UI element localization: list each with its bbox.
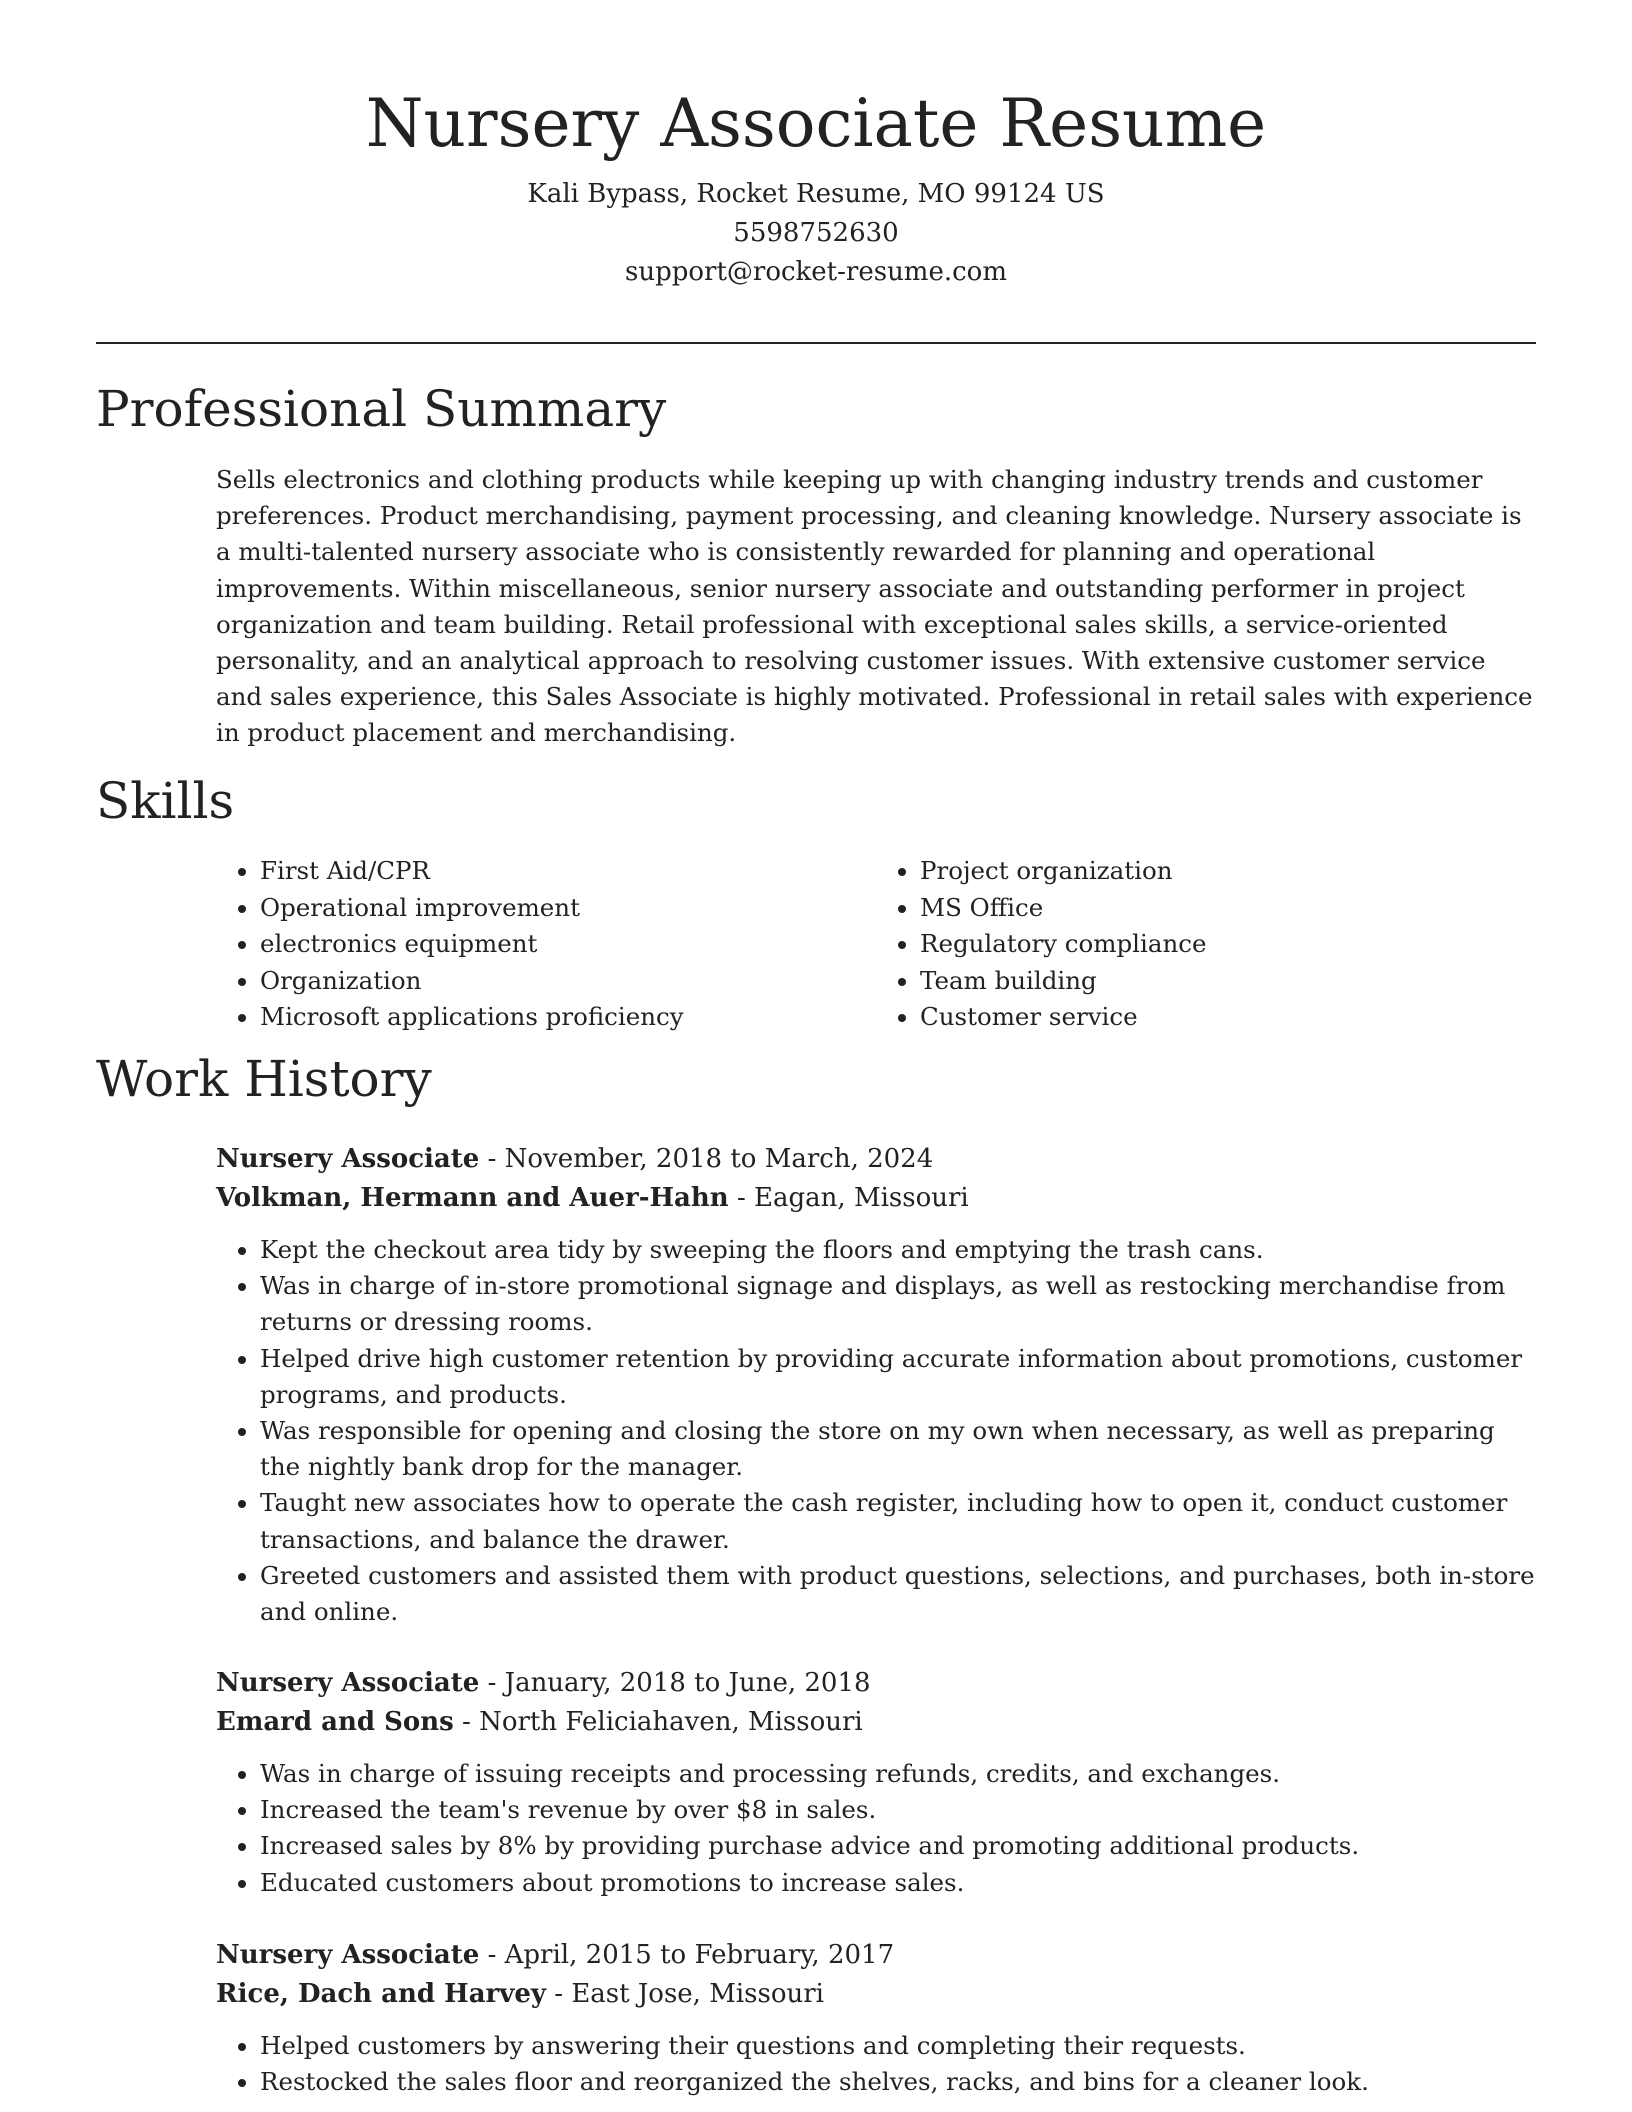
job-location: Eagan, Missouri	[754, 1183, 969, 1213]
job-bullet: • Restocked the sales floor and reorganized the shelves, racks, and bins for a cleaner look.	[260, 2064, 1536, 2100]
job-company: Rice, Dach and Harvey	[216, 1979, 546, 2009]
job-title-line	[216, 1140, 1536, 1179]
skill-item: • Team building	[920, 963, 1536, 1000]
job-bullet: • Helped drive high customer retention by providing accurate information about promotions, customer programs, and products.	[260, 1341, 1536, 1413]
job-bullet: • Was responsible for opening and closing the store on my own when necessary, as well as preparing the nightly bank drop for the manager.	[260, 1413, 1536, 1485]
job-bullet: • Taught new associates how to operate the cash register, including how to open it, conduct customer transactions, and balance the drawer.	[260, 1485, 1536, 1557]
skill-item: • Microsoft applications proficiency	[260, 999, 876, 1036]
job-position: Nursery Associate	[216, 1144, 480, 1174]
job-separator: -	[728, 1183, 755, 1213]
job-separator: -	[479, 1940, 505, 1970]
summary-heading: Professional Summary	[96, 380, 667, 438]
job-entry	[216, 1140, 1536, 1630]
job-separator: -	[479, 1668, 505, 1698]
skills-heading: Skills	[96, 772, 235, 830]
job-dates: January, 2018 to June, 2018	[504, 1668, 871, 1698]
job-bullet: • Kept the checkout area tidy by sweeping the floors and emptying the trash cans.	[260, 1232, 1536, 1268]
job-entry	[216, 1936, 1536, 2100]
job-company: Volkman, Hermann and Auer-Hahn	[216, 1183, 729, 1213]
skill-item: • electronics equipment	[260, 926, 876, 963]
job-company-line	[216, 1703, 1536, 1742]
contact-phone: 5598752630	[733, 218, 899, 249]
work-history-heading: Work History	[96, 1050, 432, 1108]
resume-title: Nursery Associate Resume	[365, 85, 1267, 162]
job-bullet: • Was in charge of issuing receipts and processing refunds, credits, and exchanges.	[260, 1756, 1536, 1792]
job-separator: -	[453, 1707, 480, 1737]
skill-item: • First Aid/CPR	[260, 853, 876, 890]
skill-item: • Operational improvement	[260, 890, 876, 927]
contact-email: support@rocket-resume.com	[624, 257, 1007, 288]
skill-item: • Project organization	[920, 853, 1536, 890]
skill-item: • Customer service	[920, 999, 1536, 1036]
job-bullets	[216, 1756, 1536, 1901]
skills-column-left	[216, 853, 876, 1036]
job-dates: April, 2015 to February, 2017	[504, 1940, 895, 1970]
job-bullet: • Helped customers by answering their questions and completing their requests.	[260, 2028, 1536, 2064]
job-position: Nursery Associate	[216, 1940, 480, 1970]
job-bullets	[216, 1232, 1536, 1630]
header-divider	[96, 342, 1536, 344]
job-bullet: • Was in charge of in-store promotional signage and displays, as well as restocking merchandise from returns or dressing rooms.	[260, 1268, 1536, 1340]
job-location: North Feliciahaven, Missouri	[479, 1707, 863, 1737]
job-bullets	[216, 2028, 1536, 2100]
job-entry	[216, 1664, 1536, 1901]
contact-address: Kali Bypass, Rocket Resume, MO 99124 US	[527, 179, 1105, 210]
job-company: Emard and Sons	[216, 1707, 454, 1737]
resume-header	[0, 0, 1632, 292]
skills-column-right	[876, 853, 1536, 1036]
job-title-line	[216, 1936, 1536, 1975]
job-bullet: • Increased the team's revenue by over $8 in sales.	[260, 1792, 1536, 1828]
job-company-line	[216, 1975, 1536, 2014]
job-dates: November, 2018 to March, 2024	[504, 1144, 934, 1174]
skill-item: • Organization	[260, 963, 876, 1000]
summary-text: Sells electronics and clothing products while keeping up with changing industry trends and customer preferences. Product merchandising, payment processing, and cleaning knowledge. Nursery associate is a multi-talented nursery associate who is consistently rewarded for planning and operational improvements. Within miscellaneous, senior nursery associate and outstanding performer in project organization and team building. Retail professional with exceptional sales skills, a service-oriented personality, and an analytical approach to resolving customer issues. With extensive customer service and sales experience, this Sales Associate is highly motivated. Professional in retail sales with experience in product placement and merchandising.	[216, 465, 1533, 748]
job-position: Nursery Associate	[216, 1668, 480, 1698]
job-bullet: • Increased sales by 8% by providing purchase advice and promoting additional products.	[260, 1828, 1536, 1864]
job-title-line	[216, 1664, 1536, 1703]
job-separator: -	[479, 1144, 505, 1174]
job-bullet: • Educated customers about promotions to increase sales.	[260, 1865, 1536, 1901]
contact-block	[0, 175, 1632, 292]
job-separator: -	[546, 1979, 572, 2009]
job-location: East Jose, Missouri	[571, 1979, 824, 2009]
skill-item: • Regulatory compliance	[920, 926, 1536, 963]
skills-list	[216, 853, 1536, 1036]
job-bullet: • Greeted customers and assisted them with product questions, selections, and purchases, both in-store and online.	[260, 1558, 1536, 1630]
skill-item: • MS Office	[920, 890, 1536, 927]
job-company-line	[216, 1179, 1536, 1218]
